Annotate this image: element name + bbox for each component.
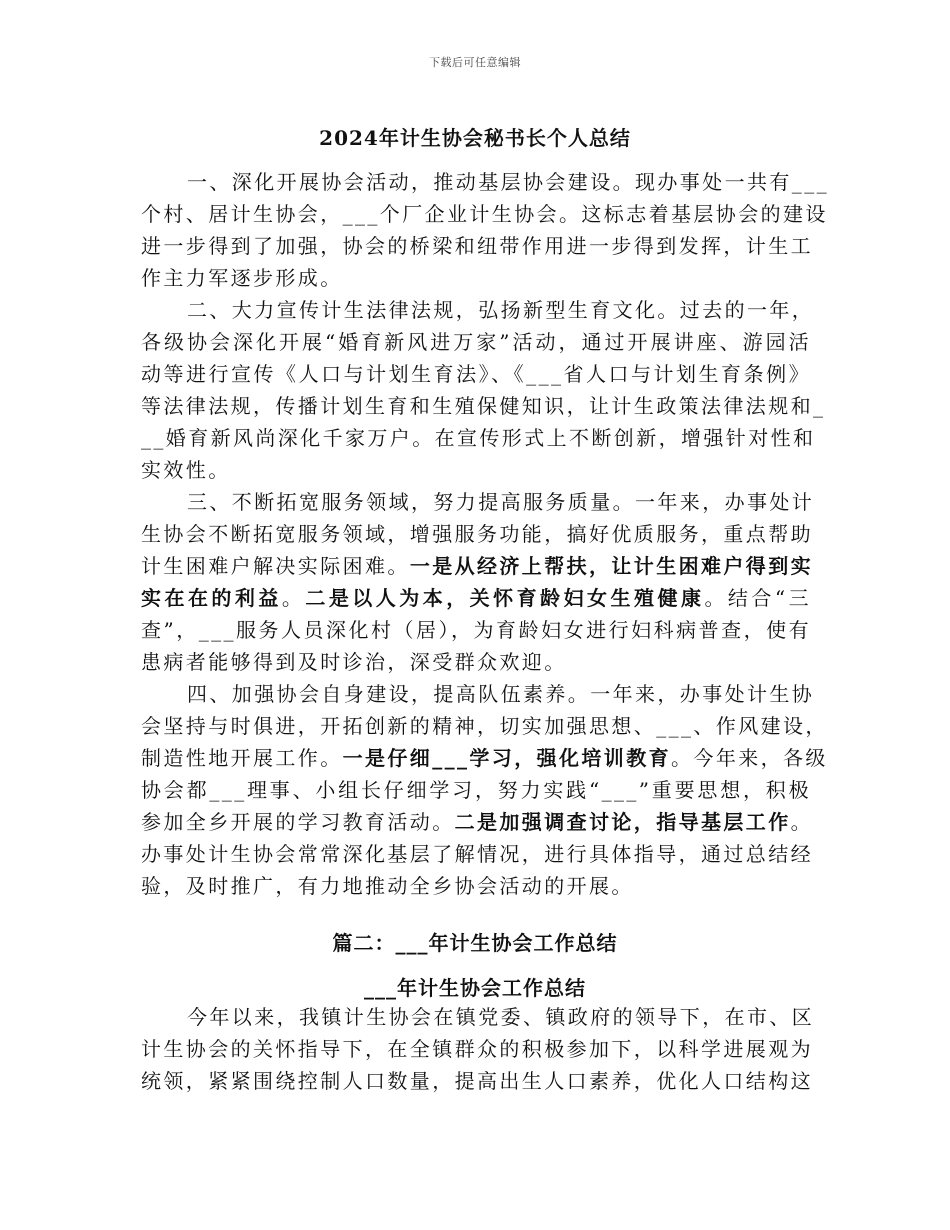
bold-text: 二是以人为本，关怀育龄妇女生殖健康 (305, 586, 705, 610)
paragraph-line: 生协会不断拓宽服务领域，增强服务功能，搞好优质服务，重点帮助 (141, 522, 813, 546)
paragraph-line: 实效性。 (141, 458, 231, 482)
paragraph-line: 作主力军逐步形成。 (141, 266, 343, 290)
paragraph-line: 今年以来，我镇计生协会在镇党委、镇政府的领导下，在市、区 (187, 1005, 815, 1029)
bold-text: 一是仔细___学习，强化培训教育 (342, 746, 672, 770)
paragraph-line: 一、深化开展协会活动，推动基层协会建设。现办事处一共有___ (187, 170, 829, 194)
paragraph-line: 查”，___服务人员深化村（居），为育龄妇女进行妇科病普查，使有 (141, 618, 811, 642)
paragraph-line: 参加全乡开展的学习教育活动。二是加强调查讨论，指导基层工作。 (141, 810, 814, 834)
paragraph-line: 统领，紧紧围绕控制人口数量，提高出生人口素养，优化人口结构这 (141, 1069, 813, 1093)
paragraph-line: 三、不断拓宽服务领域，努力提高服务质量。一年来，办事处计 (187, 490, 815, 514)
paragraph-line: 会坚持与时俱进，开拓创新的精神，切实加强思想、___、作风建设， (141, 714, 828, 738)
bold-text: 二是加强调查讨论，指导基层工作 (454, 810, 791, 834)
paragraph-line: 二、大力宣传计生法律法规，弘扬新型生育文化。过去的一年， (187, 298, 815, 322)
header-note: 下载后可任意编辑 (429, 56, 521, 69)
paragraph-line: 协会都___理事、小组长仔细学习，努力实践“___”重要思想，积极 (141, 778, 811, 802)
bold-text: 实在在的利益 (141, 586, 282, 610)
paragraph-line: __婚育新风尚深化千家万户。在宣传形式上不断创新，增强针对性和 (141, 426, 816, 450)
paragraph-line: 个村、居计生协会，___个厂企业计生协会。这标志着基层协会的建设 (141, 202, 828, 226)
paragraph-line: 验，及时推广，有力地推动全乡协会活动的开展。 (141, 874, 634, 898)
paragraph-line: 实在在的利益。二是以人为本，关怀育龄妇女生殖健康。结合“三 (141, 586, 811, 610)
paragraph-line: 四、加强协会自身建设，提高队伍素养。一年来，办事处计生协 (187, 682, 815, 706)
paragraph-line: 制造性地开展工作。一是仔细___学习，强化培训教育。今年来，各级 (141, 746, 828, 770)
paragraph-line: 进一步得到了加强，协会的桥梁和纽带作用进一步得到发挥，计生工 (141, 234, 813, 258)
section-title: 篇二：___年计生协会工作总结 (332, 931, 618, 955)
section-subtitle: ___年计生协会工作总结 (364, 976, 586, 1000)
paragraph-line: 各级协会深化开展“婚育新风进万家”活动，通过开展讲座、游园活 (141, 330, 811, 354)
paragraph-line: 等法律法规，传播计划生育和生殖保健知识，让计生政策法律法规和_ (141, 394, 826, 418)
document-title: 2024年计生协会秘书长个人总结 (319, 126, 631, 150)
paragraph-line: 患病者能够得到及时诊治，深受群众欢迎。 (141, 650, 567, 674)
bold-text: 一是从经济上帮扶，让计生困难户得到实 (409, 554, 814, 578)
paragraph-line: 计生协会的关怀指导下，在全镇群众的积极参加下，以科学进展观为 (141, 1037, 813, 1061)
paragraph-line: 办事处计生协会常常深化基层了解情况，进行具体指导，通过总结经 (141, 842, 813, 866)
paragraph-line: 动等进行宣传《人口与计划生育法》、《___省人口与计划生育条例》 (141, 362, 811, 386)
paragraph-line: 计生困难户解决实际困难。一是从经济上帮扶，让计生困难户得到实 (141, 554, 814, 578)
